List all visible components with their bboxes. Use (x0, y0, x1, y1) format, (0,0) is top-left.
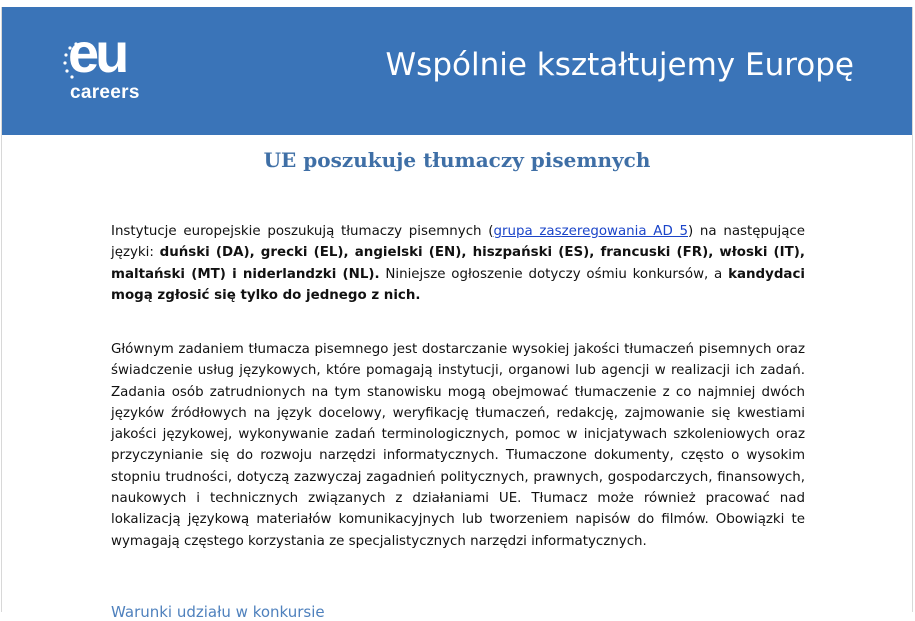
eu-careers-logo (62, 21, 152, 113)
grade-link[interactable]: grupa zaszeregowania AD 5 (493, 224, 688, 239)
document-title: UE poszukuje tłumaczy pisemnych (263, 148, 651, 172)
document-page (1, 7, 913, 621)
logo-eu-text: eu (68, 21, 126, 84)
languages-list: duński (DA), grecki (EL), angielski (EN), hiszpański (ES), francuski (FR), włoski (IT), maltański (MT) i niderlandzki (NL). (111, 245, 805, 282)
logo-careers-text: careers (70, 82, 140, 103)
header-tagline: Wspólnie kształtujemy Europę (385, 47, 854, 83)
section-heading-conditions: Warunki udziału w konkursie (111, 603, 325, 621)
intro-text-2: ) na następujące języki: (111, 224, 806, 261)
intro-paragraph (111, 221, 805, 306)
header-banner (2, 7, 912, 135)
intro-text-1: Instytucje europejskie poszukują tłumaczy pisemnych ( (111, 224, 494, 239)
intro-text-3: Niniejsze ogłoszenie dotyczy ośmiu konkursów, a (379, 266, 729, 282)
duties-paragraph: Głównym zadaniem tłumacza pisemnego jest dostarczanie wysokiej jakości tłumaczeń pisemnych oraz świadczenie usług językowych, które pomagają instytucji, organowi lub agencji w realizacji ich zadań. Zadania osób zatrudnionych na tym stanowisku mogą obejmować tłumaczenie z co najmniej dwóch języków źródłowych na język docelowy, weryfikację tłumaczeń, redakcję, zajmowanie się kwestiami jakości językowej, wykonywanie zadań terminologicznych, pomoc w inicjatywach szkoleniowych oraz przyczynianie się do rozwoju narzędzi informatycznych. Tłumaczone dokumenty, często o wysokim stopniu trudności, dotyczą zazwyczaj zagadnień politycznych, prawnych, gospodarczych, finansowych, naukowych i technicznych związanych z działaniami UE. Tłumacz może również pracować nad lokalizacją językową materiałów komunikacyjnych lub tworzeniem napisów do filmów. Obowiązki te wymagają częstego korzystania ze specjalistycznych narzędzi informatycznych. (111, 342, 805, 549)
single-application-note: kandydaci mogą zgłosić się tylko do jednego z nich. (111, 266, 805, 303)
